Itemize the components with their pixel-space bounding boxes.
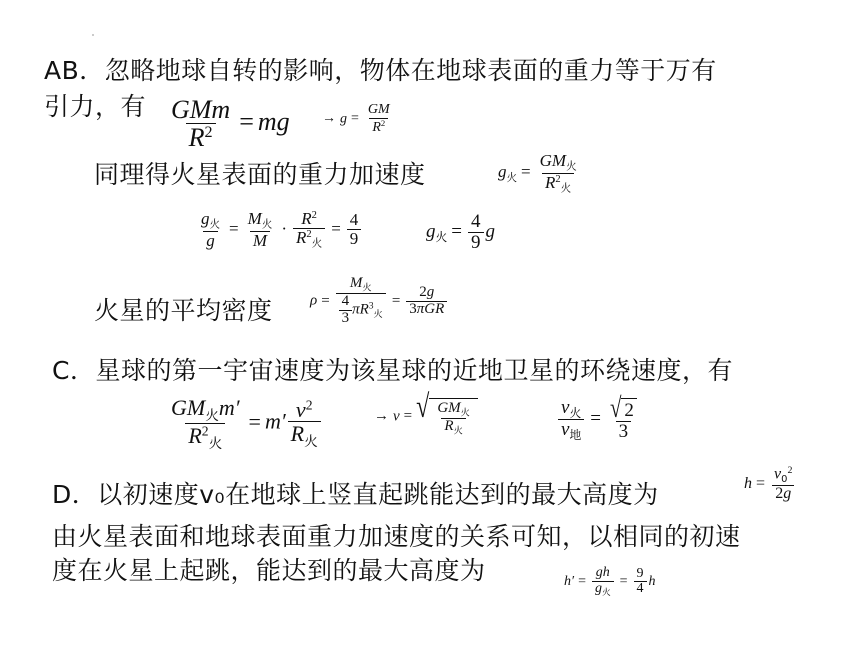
formula-orbital-velocity: $\frac{GM_火m'}{R^2_火}$ = m′ $\frac{v^2}{R_火}$ — [166, 396, 323, 451]
ab-same-reason-text: 同理得火星表面的重力加速度 — [94, 160, 426, 189]
formula-velocity-ratio: $\frac{v_火}{v_地}$ = √ 2 3 — [556, 398, 642, 442]
formula-mars-density: ρ = $M_火$ $\frac{4}{3}$ $\pi R^3_火$ = $\frac{2g}{\text{3πGR}}$ — [310, 276, 449, 327]
d-text-line3: 度在火星上起跳，能达到的最大高度为 — [52, 556, 486, 585]
ab-text-line2: 引力，有 — [44, 92, 147, 121]
d-text-line1: D．以初速度v₀在地球上竖直起跳能达到的最大高度为 — [52, 480, 659, 509]
formula-max-height-mars: h′ = $\frac{gh}{g_火}$ = $\frac{9}{4}$ h — [564, 565, 656, 598]
formula-g-ratio: $\frac{g_火}{g}$ = $\frac{M_火}{M}$ · $\frac{R^2}{R^2_火}$ = $\frac{4}{9}$ — [196, 210, 363, 250]
d-text-line2: 由火星表面和地球表面重力加速度的关系可知，以相同的初速 — [52, 522, 741, 551]
formula-g-mars-result: $g_火$ = $\frac{4}{9}$ g — [426, 211, 495, 253]
ab-density-text: 火星的平均密度 — [94, 296, 273, 325]
formula-g-mars: $g_火$ = $\frac{GM_火}{R^2_火}$ — [498, 151, 577, 195]
decorative-dot — [92, 34, 94, 36]
formula-g-earth: → g = $\frac{GM}{R^2}$ — [322, 102, 390, 135]
c-text-line1: C．星球的第一宇宙速度为该星球的近地卫星的环绕速度，有 — [52, 356, 733, 385]
ab-text-line1: AB．忽略地球自转的影响，物体在地球表面的重力等于万有 — [44, 56, 717, 85]
formula-max-height-earth: h = $\frac{v_0^2}{2g}$ — [744, 465, 793, 503]
formula-v-mars: → v = √ $\frac{GM_火}{R_火}$ — [370, 398, 478, 436]
formula-gravity-equals-weight: $\frac{\text{GMm}}{R^2}$ = mg — [171, 95, 290, 153]
